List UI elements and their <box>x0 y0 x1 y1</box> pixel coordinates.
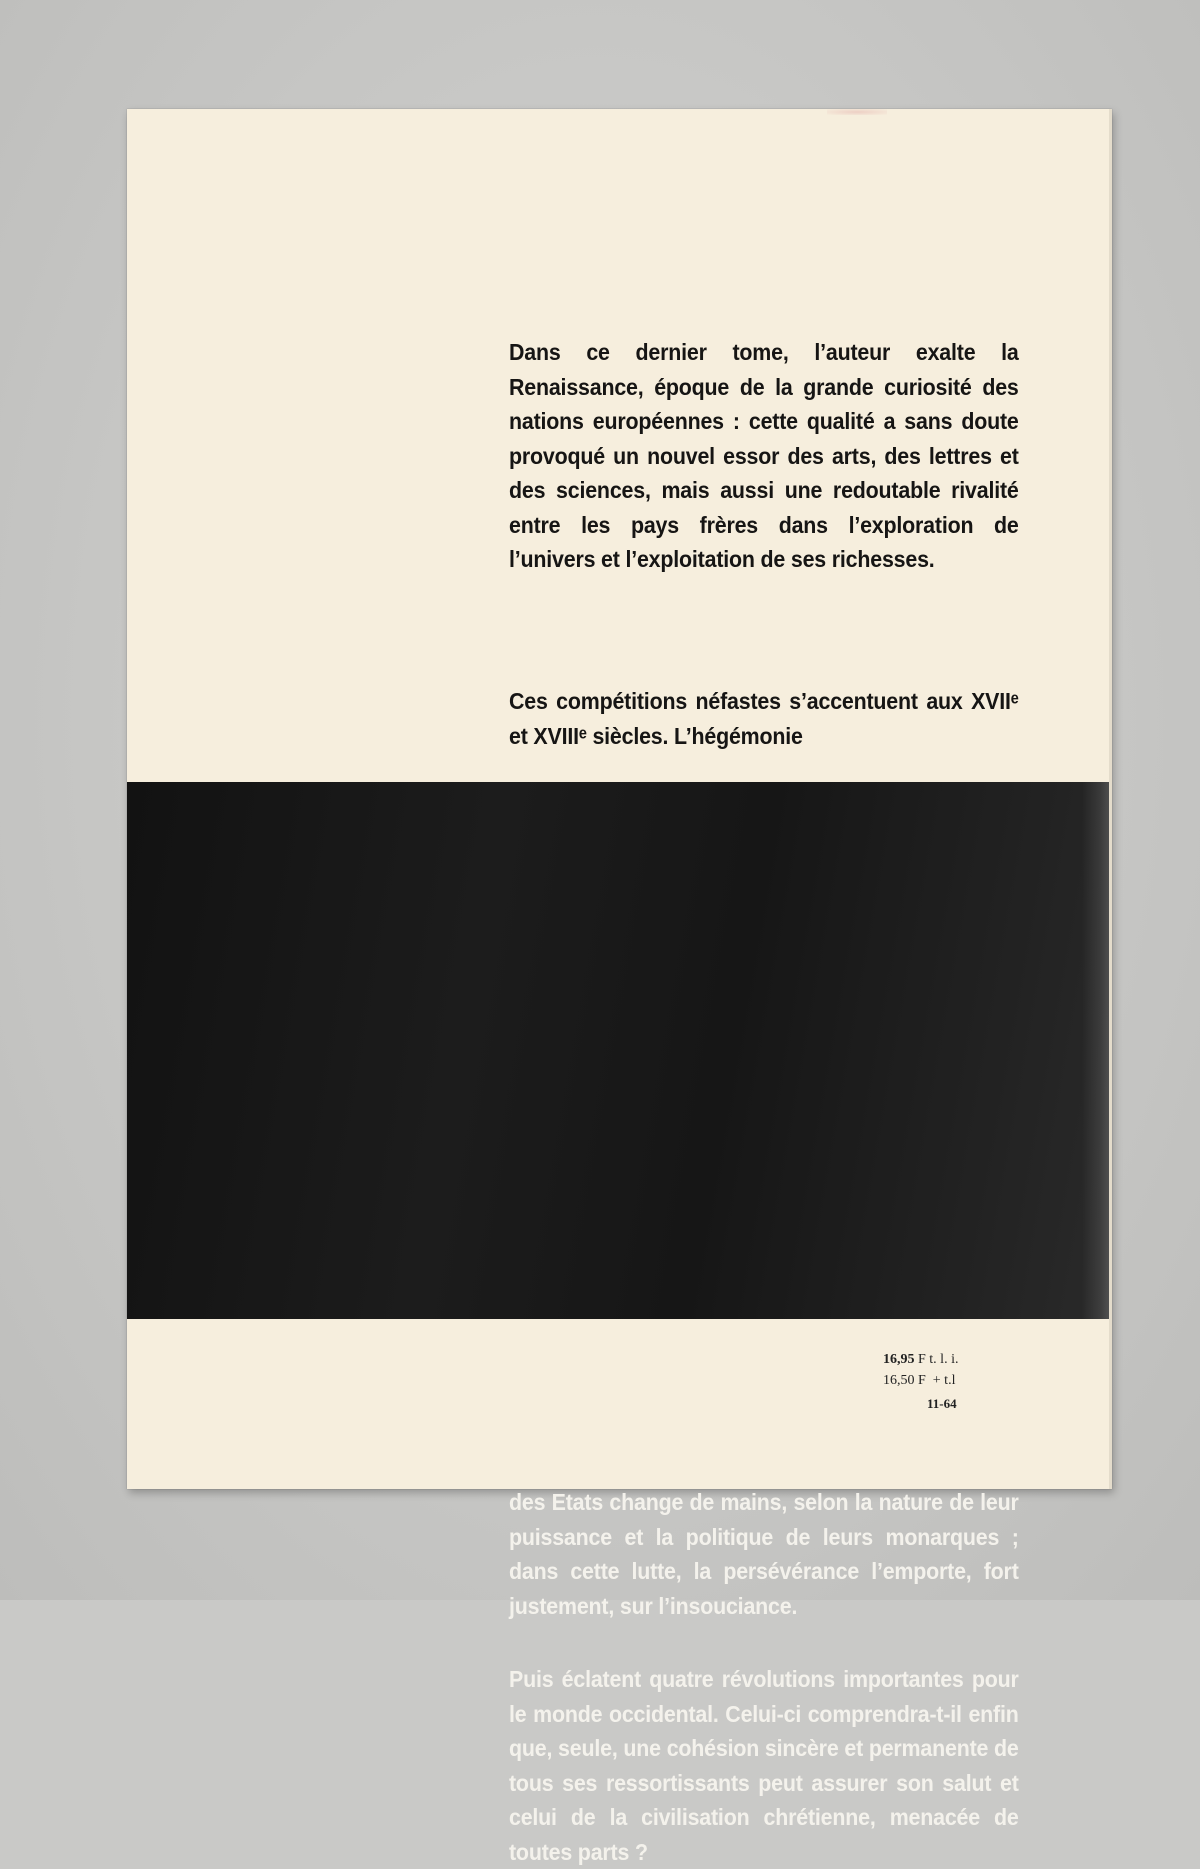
price-line-2: 16,50 F + t.l <box>883 1373 956 1388</box>
price-line-1 <box>883 1349 958 1370</box>
paper-stain <box>827 109 887 115</box>
blurb-paragraph-3: des Etats change de mains, selon la nature de leur puissance et la politique de leurs monarques ; dans cette lutte, la persévérance l’emporte, fort justement, sur l’insouciance. <box>509 1489 1019 1619</box>
price-amount-1: 16,95 <box>883 1352 915 1367</box>
cover-edge <box>1109 109 1112 1489</box>
book-back-cover <box>127 109 1112 1865</box>
blurb-paragraph-4: Puis éclatent quatre révolutions importantes pour le monde occidental. Celui-ci comprendra-t-il enfin que, seule, une cohésion sincère et permanente de tous ses ressortissants peut assurer son salut et celui de la civilisation chrétienne, menacée de toutes parts ? <box>509 1666 1019 1865</box>
price-block <box>883 1349 958 1414</box>
price-suffix-1: F t. l. i. <box>914 1352 959 1367</box>
print-code: 11-64 <box>927 1396 957 1411</box>
blurb-paragraph-1: Dans ce dernier tome, l’auteur exalte la Renaissance, époque de la grande curiosité des nations européennes : cette qualité a sans doute provoqué un nouvel essor des arts, des lettres et des sciences, mais aussi une redoutable rivalité entre les pays frères dans l’exploration de l’univers et l’exploitation de ses richesses. <box>509 339 1019 572</box>
blurb-paragraph-2: Ces compétitions néfastes s’accentuent aux XVIIᵉ et XVIIIᵉ siècles. L’hégémonie <box>509 688 1019 749</box>
band-edge-wear <box>1082 782 1112 1319</box>
